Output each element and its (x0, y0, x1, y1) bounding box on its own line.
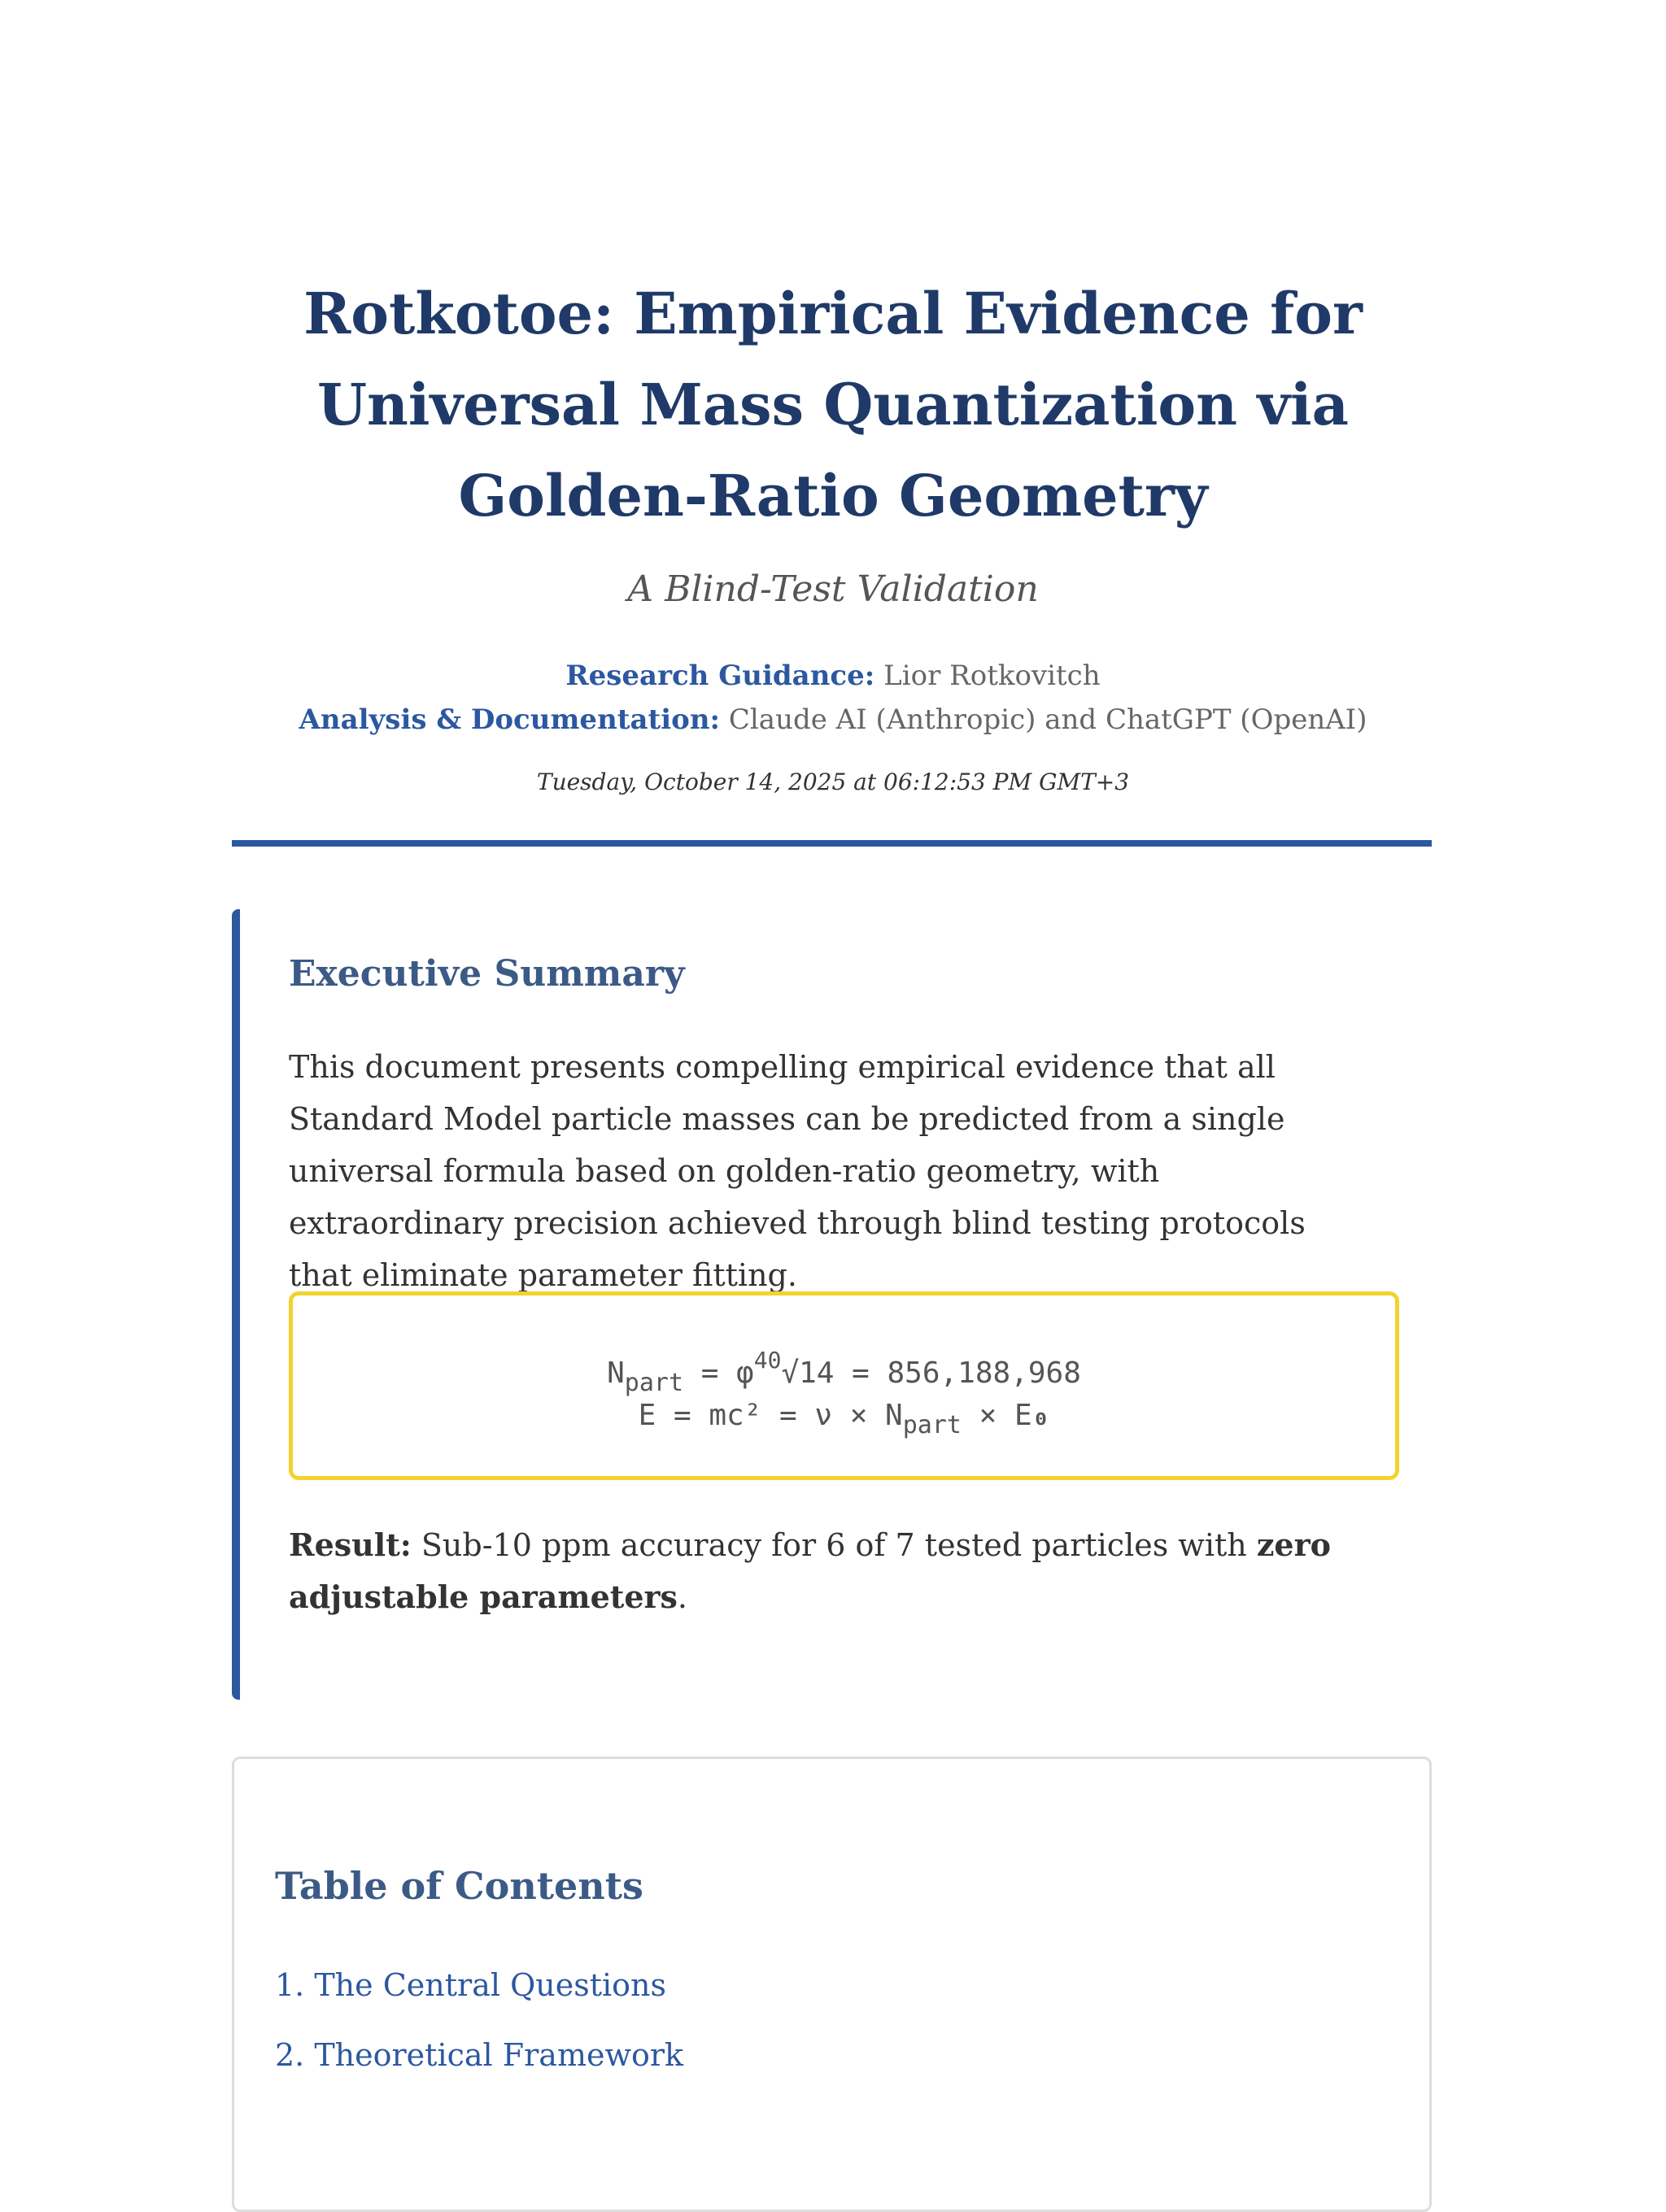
formula-text: × E (961, 1399, 1032, 1432)
result-emphasis: zero adjustable parameters (289, 1526, 1331, 1615)
result-end: . (677, 1579, 688, 1615)
summary-heading: Executive Summary (289, 953, 685, 995)
formula-text: = φ (683, 1356, 754, 1390)
document-title: Rotkotoe: Empirical Evidence for Universal Mass Quantization via Golden-Ratio Geometry (303, 280, 1363, 529)
toc-heading: Table of Contents (275, 1864, 643, 1908)
credit-analysis (203, 699, 1463, 740)
toc-list (275, 1950, 683, 2090)
summary-intro: This document presents compelling empirical evidence that all Standard Model particle masses can be predicted from a single universal formula based on golden-ratio geometry, with extraordinary precision achieved through blind testing protocols that eliminate parameter fitting. (289, 1049, 1306, 1293)
toc-link-theoretical-framework[interactable]: 2. Theoretical Framework (275, 2037, 684, 2073)
formula-line-2 (293, 1391, 1395, 1450)
credit-value: Lior Rotkovitch (883, 660, 1101, 692)
formula-box (289, 1291, 1399, 1480)
toc-link-central-questions[interactable]: 1. The Central Questions (275, 1967, 666, 2003)
formula-subscript: part (902, 1411, 962, 1439)
credit-label: Research Guidance: (565, 660, 875, 692)
credit-value: Claude AI (Anthropic) and ChatGPT (OpenAI) (728, 703, 1367, 736)
summary-result (289, 1519, 1346, 1623)
formula-subscript: part (624, 1369, 684, 1397)
document-date: Tuesday, October 14, 2025 at 06:12:53 PM GMT+3 (536, 769, 1130, 795)
result-text: Sub-10 ppm accuracy for 6 of 7 tested particles with (411, 1527, 1257, 1563)
result-label: Result: (289, 1526, 412, 1563)
header-divider (232, 840, 1432, 847)
table-of-contents (232, 1757, 1432, 2212)
formula-text: √14 = 856,188,968 (781, 1356, 1081, 1390)
credit-research-guidance (203, 655, 1463, 696)
executive-summary (232, 909, 1432, 1700)
document-subtitle: A Blind-Test Validation (627, 568, 1039, 610)
credit-label: Analysis & Documentation: (299, 703, 721, 736)
formula-text: E = mc² = ν × N (638, 1399, 903, 1432)
formula-subscript-zero: ₀ (1031, 1399, 1050, 1432)
formula-exponent: 40 (753, 1347, 782, 1374)
formula-symbol: N (607, 1356, 625, 1390)
